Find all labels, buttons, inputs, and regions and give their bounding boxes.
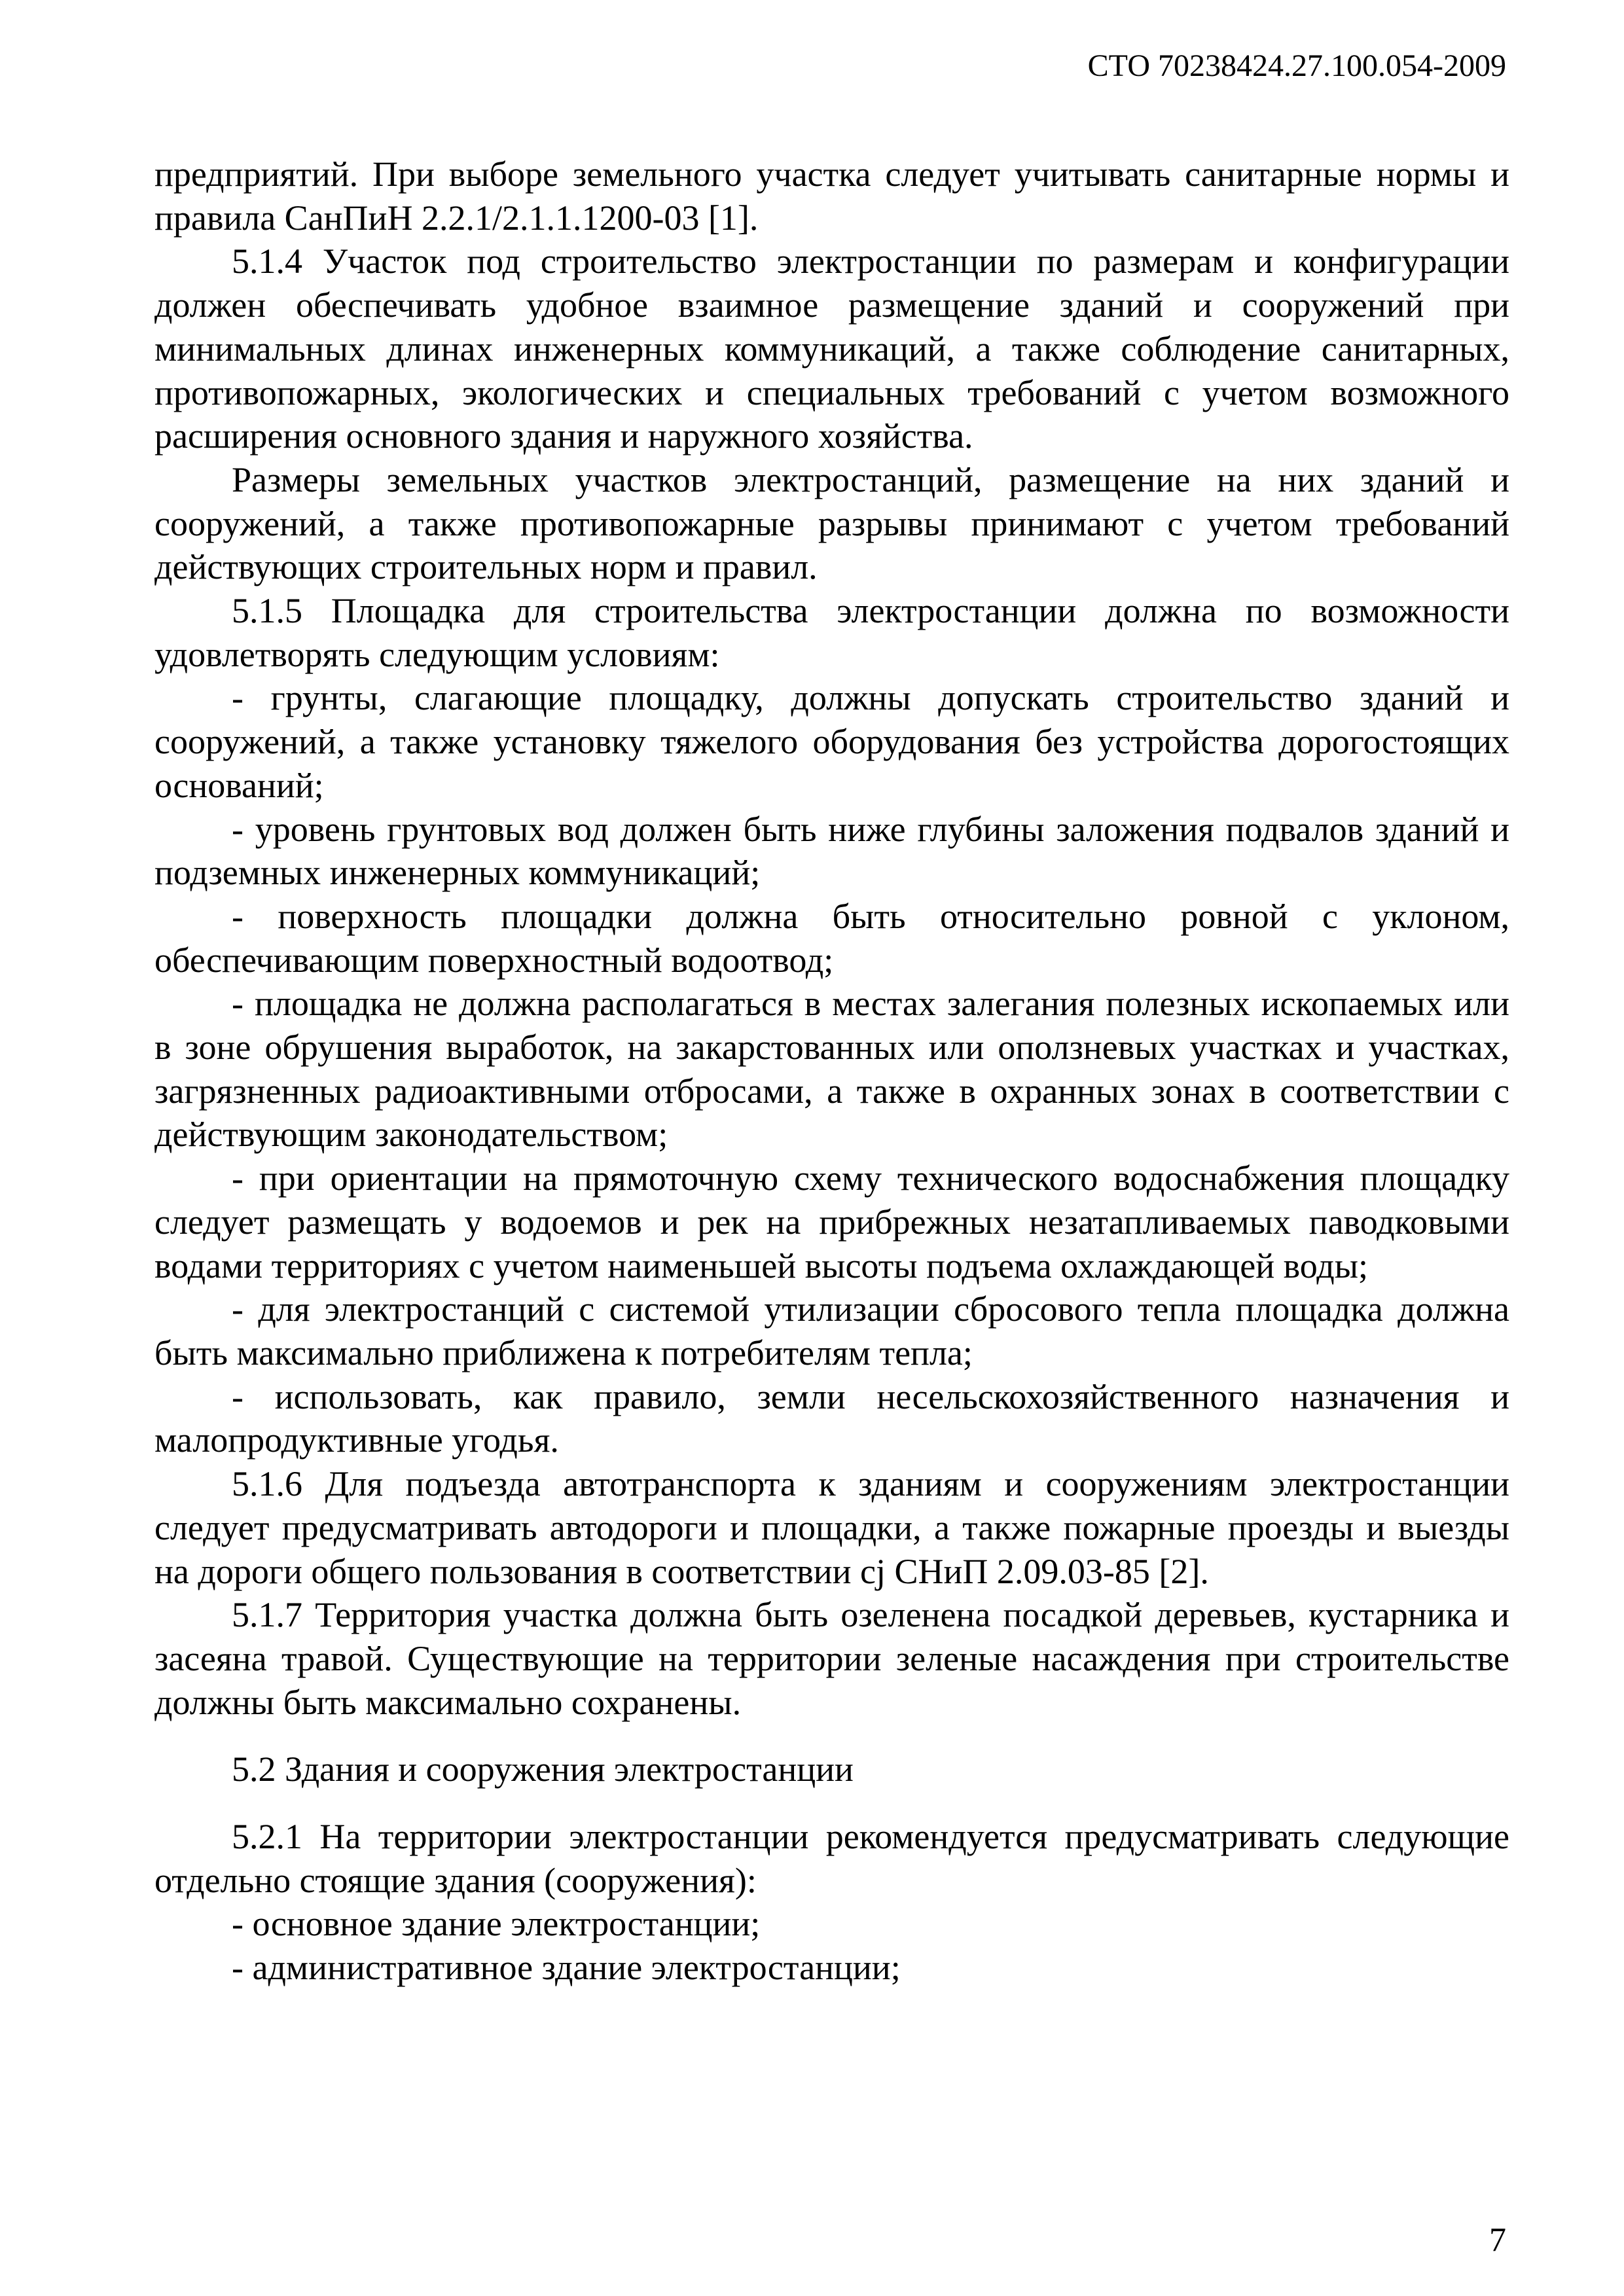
list-item: - основное здание электростанции; [232,1904,761,1944]
list-item: - площадка не должна располагаться в местах залегания полезных ископаемых или в зоне обрушения выработок, на закарстованных или оползневых участках и участках, загрязненных радиоактивными отбросами, а также в охранных зонах в соответствии с действующим законодательством; [154,984,1509,1155]
list-item: - при ориентации на прямоточную схему технического водоснабжения площадку следует размещать у водоемов и рек на прибрежных незатапливаемых паводковыми водами территориях с учетом наименьшей высоты подъема охлаждающей воды; [154,1158,1509,1285]
section-heading-5-2: 5.2 Здания и сооружения электростанции [232,1749,854,1789]
list-item: - использовать, как правило, земли несельскохозяйственного назначения и малопродуктивные угодья. [154,1376,1509,1460]
paragraph-5-1-5: 5.1.5 Площадка для строительства электростанции должна по возможности удовлетворять следующим условиям: [154,591,1509,674]
list-item: - уровень грунтовых вод должен быть ниже глубины заложения подвалов зданий и подземных инженерных коммуникаций; [154,809,1509,893]
paragraph: Размеры земельных участков электростанций, размещение на них зданий и сооружений, а также противопожарные разрывы принимают с учетом требований действующих строительных норм и правил. [154,459,1509,587]
document-header: СТО 70238424.27.100.054-2009 [1087,48,1506,83]
list-item: - для электростанций с системой утилизации сбросового тепла площадка должна быть максимально приближена к потребителям тепла; [154,1289,1509,1372]
document-body [154,152,1509,1990]
paragraph-5-1-6: 5.1.6 Для подъезда автотранспорта к зданиям и сооружениям электростанции следует предусматривать автодороги и площадки, а также пожарные проезды и выезды на дороги общего пользования в соответствии сj СНиП 2.09.03-85 [2]. [154,1464,1509,1591]
paragraph: предприятий. При выборе земельного участка следует учитывать санитарные нормы и правила СанПиН 2.2.1/2.1.1.1200-03 [1]. [154,154,1509,238]
paragraph-5-2-1: 5.2.1 На территории электростанции рекомендуется предусматривать следующие отдельно стоящие здания (сооружения): [154,1817,1509,1900]
list-item: - административное здание электростанции; [232,1948,901,1988]
list-item: - поверхность площадки должна быть относительно ровной с уклоном, обеспечивающим поверхностный водоотвод; [154,896,1509,980]
paragraph-5-1-7: 5.1.7 Территория участка должна быть озеленена посадкой деревьев, кустарника и засеяна травой. Существующие на территории зеленые насаждения при строительстве должны быть максимально сохранены. [154,1595,1509,1722]
list-item: - грунты, слагающие площадку, должны допускать строительство зданий и сооружений, а также установку тяжелого оборудования без устройства дорогостоящих оснований; [154,678,1509,805]
paragraph-5-1-4: 5.1.4 Участок под строительство электростанции по размерам и конфигурации должен обеспечивать удобное взаимное размещение зданий и сооружений при минимальных длинах инженерных коммуникаций, а также соблюдение санитарных, противопожарных, экологических и специальных требований с учетом возможного расширения основного здания и наружного хозяйства. [154,242,1509,456]
page-number: 7 [1489,2221,1506,2259]
